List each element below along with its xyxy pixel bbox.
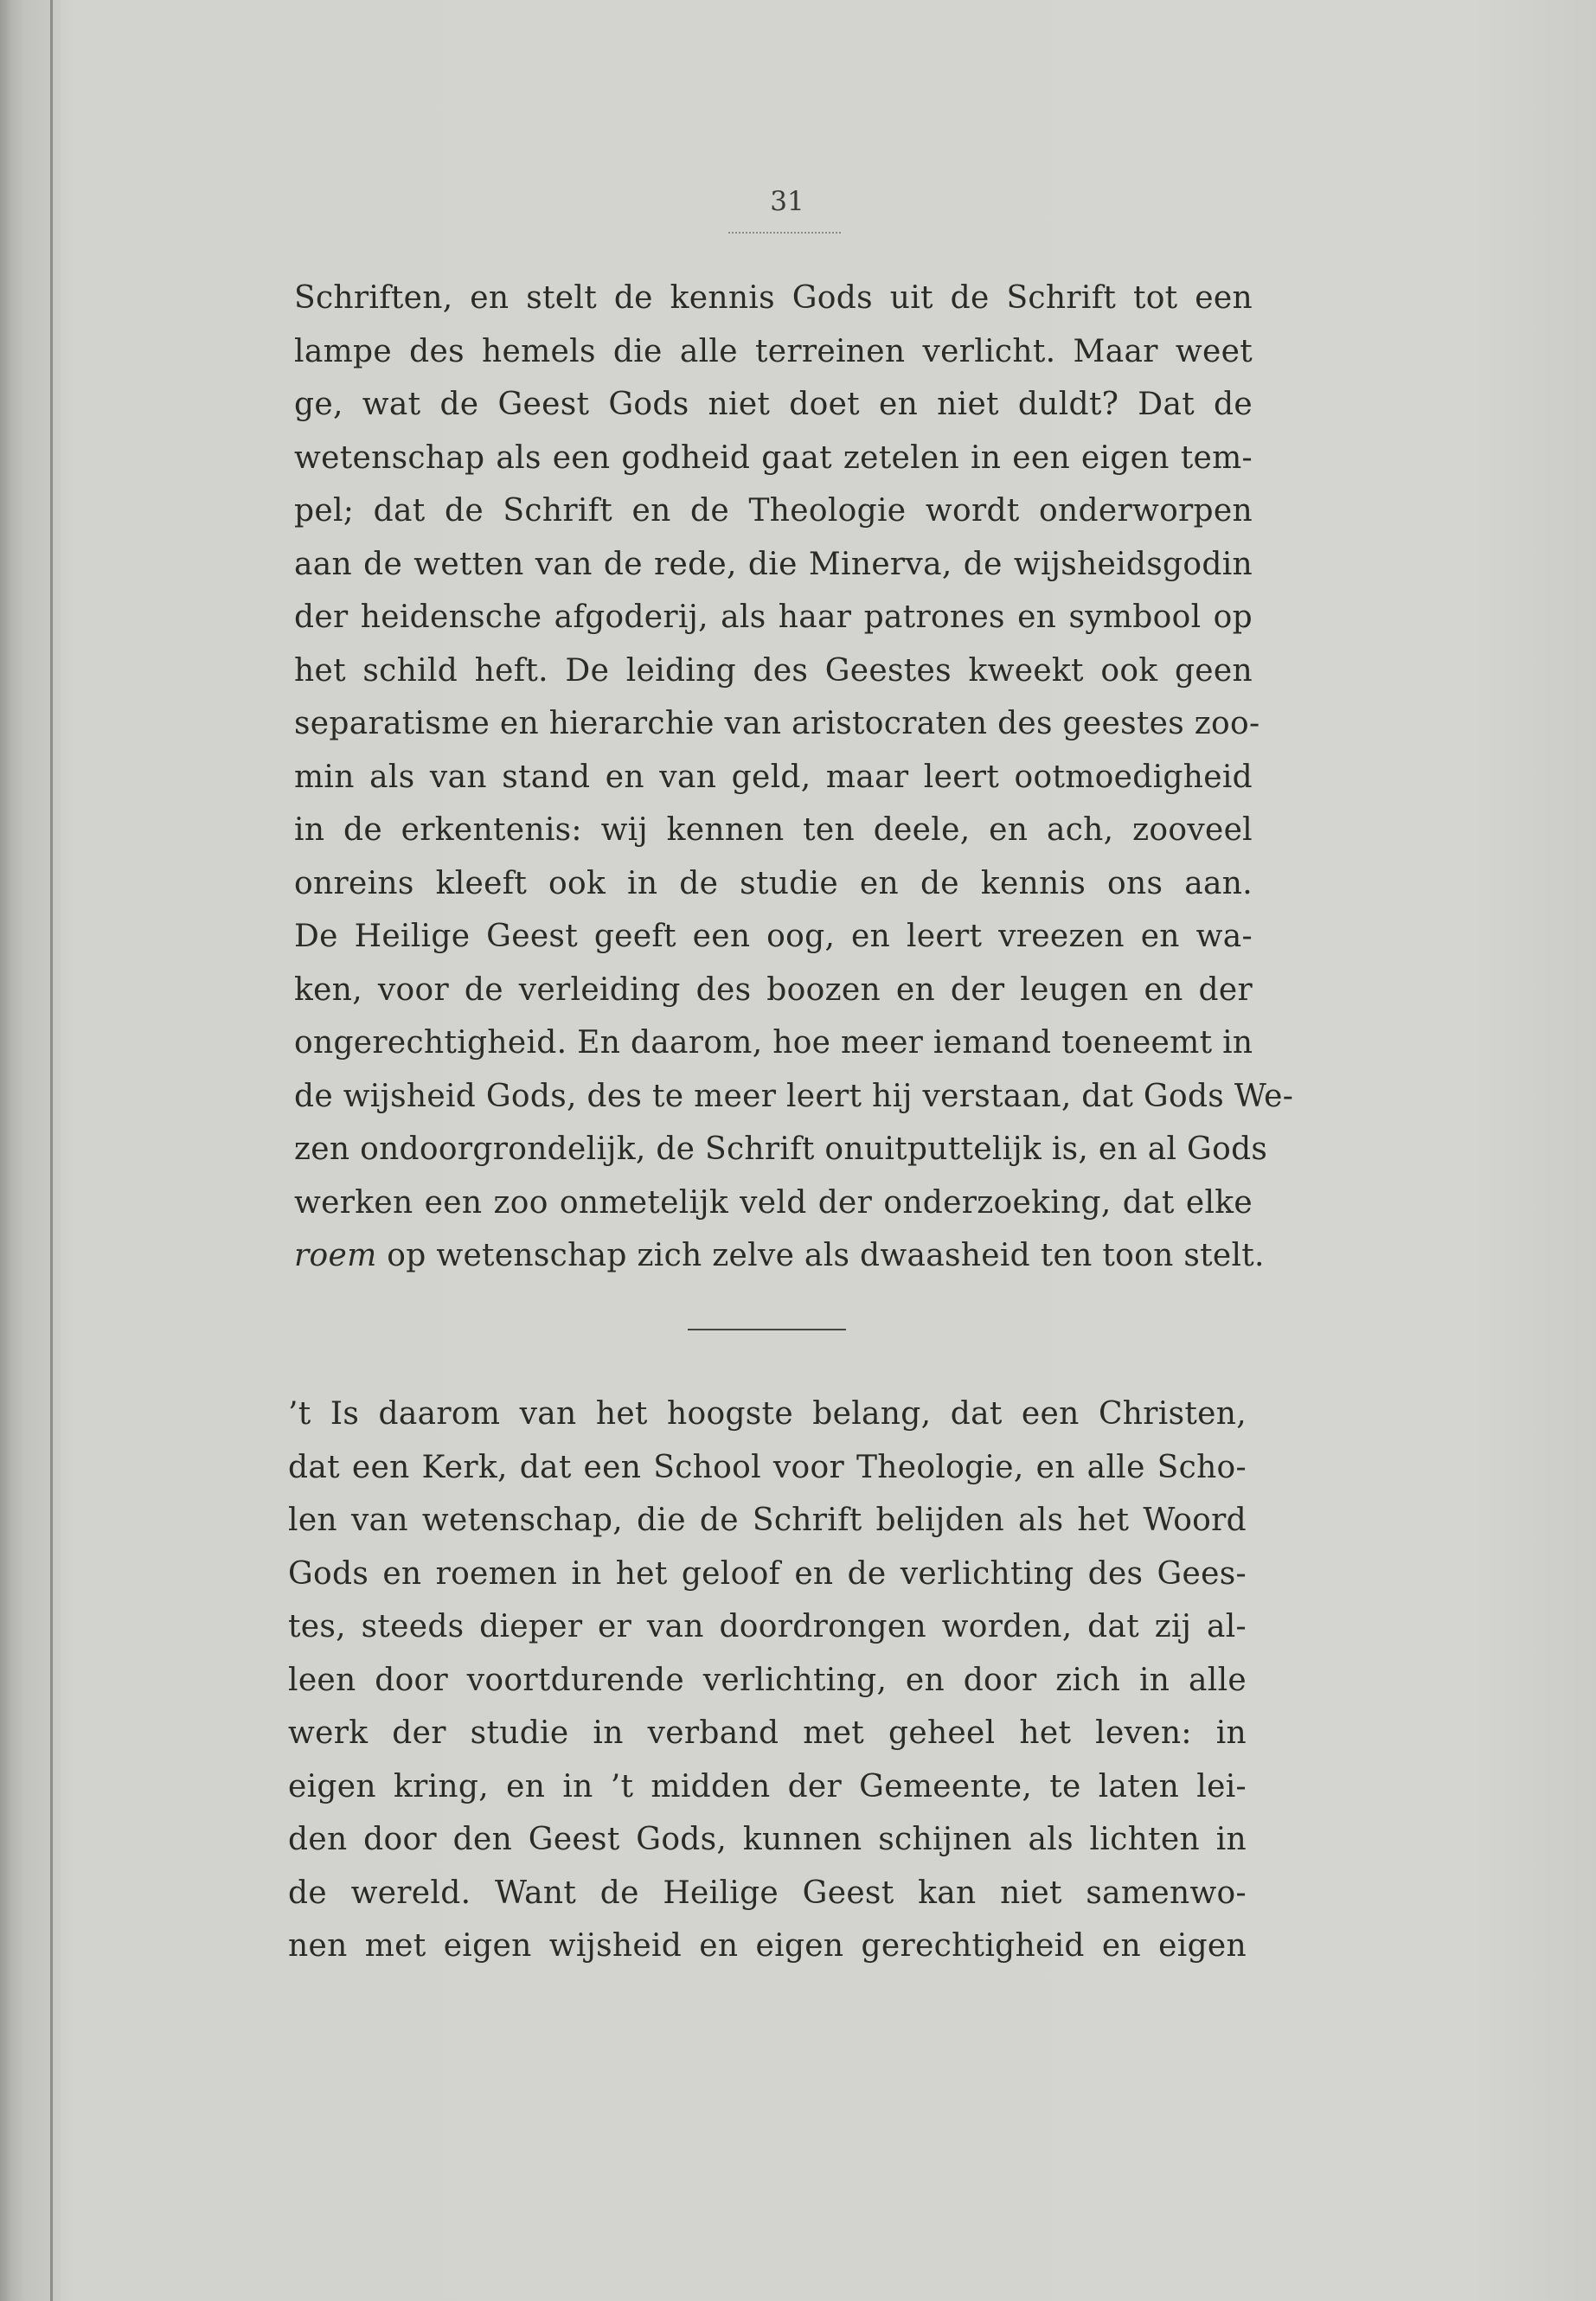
text-line: de wereld. Want de Heilige Geest kan niet samenwo- — [288, 1875, 1247, 1911]
text-line: lampe des hemels die alle terreinen verlicht. Maar weet — [294, 333, 1253, 369]
text-line: in de erkentenis: wij kennen ten deele, en ach, zooveel — [294, 812, 1253, 848]
text-line: wetenschap als een godheid gaat zetelen in een eigen tem- — [294, 439, 1253, 476]
text-line: pel; dat de Schrift en de Theologie wordt onderworpen — [294, 493, 1253, 529]
text-line: aan de wetten van de rede, die Minerva, de wijsheidsgodin — [294, 546, 1253, 582]
text-line: dat een Kerk, dat een School voor Theologie, en alle Scho- — [288, 1449, 1247, 1485]
text-line: werk der studie in verband met geheel het leven: in — [288, 1715, 1247, 1751]
paragraph-1 — [294, 272, 1294, 1283]
text-line: werken een zoo onmetelijk veld der onderzoeking, dat elke — [294, 1184, 1253, 1221]
text-line: eigen kring, en in ’t midden der Gemeente, te laten lei- — [288, 1768, 1247, 1804]
text-line: separatisme en hierarchie van aristocraten des geestes zoo- — [294, 706, 1260, 741]
text-line: len van wetenschap, die de Schrift belijden als het Woord — [288, 1503, 1247, 1538]
text-line: min als van stand en van geld, maar leert ootmoedigheid — [294, 759, 1253, 795]
text-line: Schriften, en stelt de kennis Gods uit de Schrift tot een — [294, 280, 1253, 316]
text-line: ’t Is daarom van het hoogste belang, dat een Christen, — [288, 1396, 1247, 1432]
text-line: de wijsheid Gods, des te meer leert hij verstaan, dat Gods We- — [294, 1078, 1294, 1114]
text-line: ongerechtigheid. En daarom, hoe meer iemand toeneemt in — [294, 1025, 1253, 1061]
text-line: tes, steeds dieper er van doordrongen worden, dat zij al- — [288, 1609, 1247, 1644]
text-line: der heidensche afgoderij, als haar patrones en symbool op — [294, 599, 1253, 635]
text-line: onreins kleeft ook in de studie en de kennis ons aan. — [294, 865, 1253, 901]
section-divider — [688, 1329, 846, 1330]
emphasized-word: roem — [294, 1238, 377, 1273]
binding-shadow-line — [50, 0, 53, 2301]
text-line: ge, wat de Geest Gods niet doet en niet duldt? Dat de — [294, 387, 1253, 422]
text-line: den door den Geest Gods, kunnen schijnen als lichten in — [288, 1822, 1247, 1857]
text-line-last — [294, 1229, 1265, 1283]
text-line: zen ondoorgrondelijk, de Schrift onuitputtelijk is, en al Gods — [294, 1131, 1268, 1167]
text-line: ken, voor de verleiding des boozen en der leugen en der — [294, 971, 1253, 1008]
page-number: 31 — [770, 186, 804, 217]
last-line-text: op wetenschap zich zelve als dwaasheid ten toon stelt. — [376, 1238, 1265, 1273]
text-line: leen door voortdurende verlichting, en door zich in alle — [288, 1662, 1247, 1698]
text-line: Gods en roemen in het geloof en de verlichting des Gees- — [288, 1555, 1247, 1592]
text-line: De Heilige Geest geeft een oog, en leert vreezen en wa- — [294, 919, 1253, 954]
text-line: nen met eigen wijsheid en eigen gerechtigheid en eigen — [288, 1928, 1247, 1964]
page-number-ornament — [728, 232, 841, 236]
paragraph-2 — [288, 1388, 1247, 1973]
text-line: het schild heft. De leiding des Geestes kweekt ook geen — [294, 652, 1253, 689]
